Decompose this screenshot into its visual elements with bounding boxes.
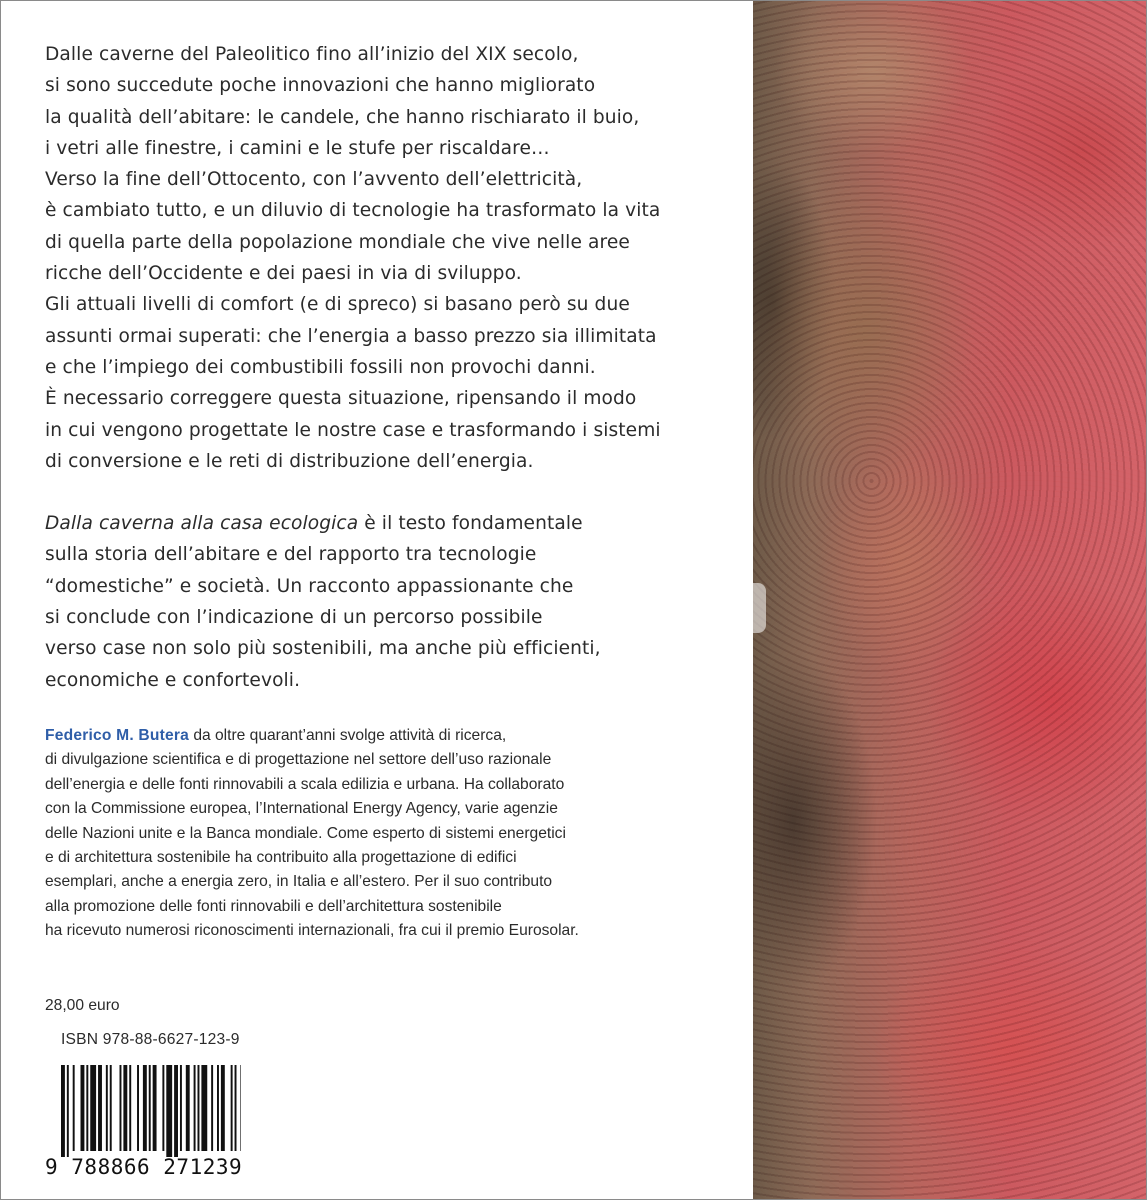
bio-line: e di architettura sostenibile ha contribuito alla progettazione di edifici [45, 848, 517, 866]
blurb-line: sulla storia dell’abitare e del rapporto tra tecnologie [45, 544, 537, 566]
barcode-bar [73, 1065, 75, 1151]
barcode [41, 1059, 247, 1187]
barcode-bar [137, 1065, 139, 1151]
blurb-line: si conclude con l’indicazione di un percorso possibile [45, 607, 543, 629]
blurb-line: di quella parte della popolazione mondiale che vive nelle aree [45, 231, 630, 253]
bio-line: con la Commissione europea, l’International Energy Agency, varie agenzie [45, 800, 558, 818]
barcode-bar [67, 1065, 69, 1157]
bio-line [45, 724, 745, 748]
barcode-bar [180, 1065, 182, 1151]
barcode-bar [162, 1065, 164, 1151]
bio-line: dell’energia e delle fonti rinnovabili a scala edilizia e urbana. Ha collaborato [45, 775, 565, 793]
blurb-line: è cambiato tutto, e un diluvio di tecnologie ha trasformato la vita [45, 200, 661, 222]
bio-line: alla promozione delle fonti rinnovabili e dell’architettura sostenibile [45, 897, 502, 915]
barcode-bar [217, 1065, 219, 1151]
back-cover-text [45, 39, 745, 944]
blurb-line: Verso la fine dell’Ottocento, con l’avvento dell’elettricità, [45, 169, 583, 191]
bio-line: delle Nazioni unite e la Banca mondiale. Come esperto di sistemi energetici [45, 824, 566, 842]
barcode-bar [90, 1065, 96, 1151]
barcode-bar [235, 1065, 237, 1151]
blurb-line: Gli attuali livelli di comfort (e di spreco) si basano però su due [45, 294, 630, 316]
barcode-bar [174, 1065, 178, 1157]
bio-line: di divulgazione scientifica e di progettazione nel settore dell’uso razionale [45, 751, 552, 769]
barcode-bar [81, 1065, 85, 1151]
bio-line: ha ricevuto numerosi riconoscimenti internazionali, fra cui il premio Eurosolar. [45, 922, 579, 940]
blurb-line: verso case non solo più sostenibili, ma anche più efficienti, [45, 638, 601, 660]
barcode-bar [211, 1065, 213, 1151]
blurb-line: i vetri alle finestre, i camini e le stufe per riscaldare… [45, 137, 550, 159]
barcode-bar [198, 1065, 200, 1151]
blurb-line: È necessario correggere questa situazione, ripensando il modo [45, 388, 637, 410]
blurb-paragraph-1 [45, 39, 745, 477]
barcode-bar [123, 1065, 127, 1151]
barcode-bar [120, 1065, 122, 1151]
barcode-bars [61, 1065, 241, 1157]
barcode-bar [143, 1065, 147, 1151]
bio-line: esemplari, anche a energia zero, in Italia e all’estero. Per il suo contributo [45, 873, 553, 891]
barcode-digits: 9 788866 271239 [45, 1155, 243, 1179]
author-bio [45, 724, 745, 944]
author-name: Federico M. Butera [45, 726, 189, 744]
barcode-bar [221, 1065, 225, 1151]
book-title: Dalla caverna alla casa ecologica [45, 513, 359, 535]
blurb-line: di conversione e le reti di distribuzione dell’energia. [45, 450, 534, 472]
barcode-bar [166, 1065, 172, 1157]
barcode-bar [98, 1065, 102, 1151]
barcode-bar [129, 1065, 131, 1151]
barcode-bar [106, 1065, 108, 1151]
barcode-bar [110, 1065, 112, 1151]
blurb-line-rest: è il testo fondamentale [358, 513, 583, 535]
blurb-line: ricche dell’Occidente e dei paesi in via di sviluppo. [45, 263, 522, 285]
blurb-line: la qualità dell’abitare: le candele, che hanno rischiarato il buio, [45, 106, 640, 128]
isbn-label: ISBN 978-88-6627-123-9 [61, 1031, 240, 1048]
blurb-line: si sono succedute poche innovazioni che hanno migliorato [45, 75, 596, 97]
barcode-bar [153, 1065, 157, 1151]
barcode-bar [201, 1065, 207, 1151]
cover-texture-grain [753, 1, 1147, 1200]
barcode-bar [149, 1065, 151, 1151]
blurb-line: Dalle caverne del Paleolitico fino all’inizio del XIX secolo, [45, 44, 579, 65]
barcode-bar [231, 1065, 233, 1151]
barcode-bar [186, 1065, 190, 1151]
blurb-line: “domestiche” e società. Un racconto appassionante che [45, 575, 574, 597]
blurb-paragraph-2 [45, 508, 745, 696]
barcode-bar [86, 1065, 88, 1151]
blurb-line: economiche e confortevoli. [45, 669, 301, 691]
blurb-line: in cui vengono progettate le nostre case e trasformando i sistemi [45, 419, 661, 441]
barcode-bar [240, 1065, 241, 1151]
barcode-bar [61, 1065, 65, 1157]
blurb-line: e che l’impiego dei combustibili fossili non provochi danni. [45, 356, 596, 378]
bio-line-rest: da oltre quarant’anni svolge attività di ricerca, [188, 726, 507, 744]
blurb-line [45, 508, 745, 539]
price-label: 28,00 euro [45, 997, 120, 1014]
barcode-bar [194, 1065, 196, 1151]
blurb-line: assunti ormai superati: che l’energia a basso prezzo sia illimitata [45, 325, 657, 347]
